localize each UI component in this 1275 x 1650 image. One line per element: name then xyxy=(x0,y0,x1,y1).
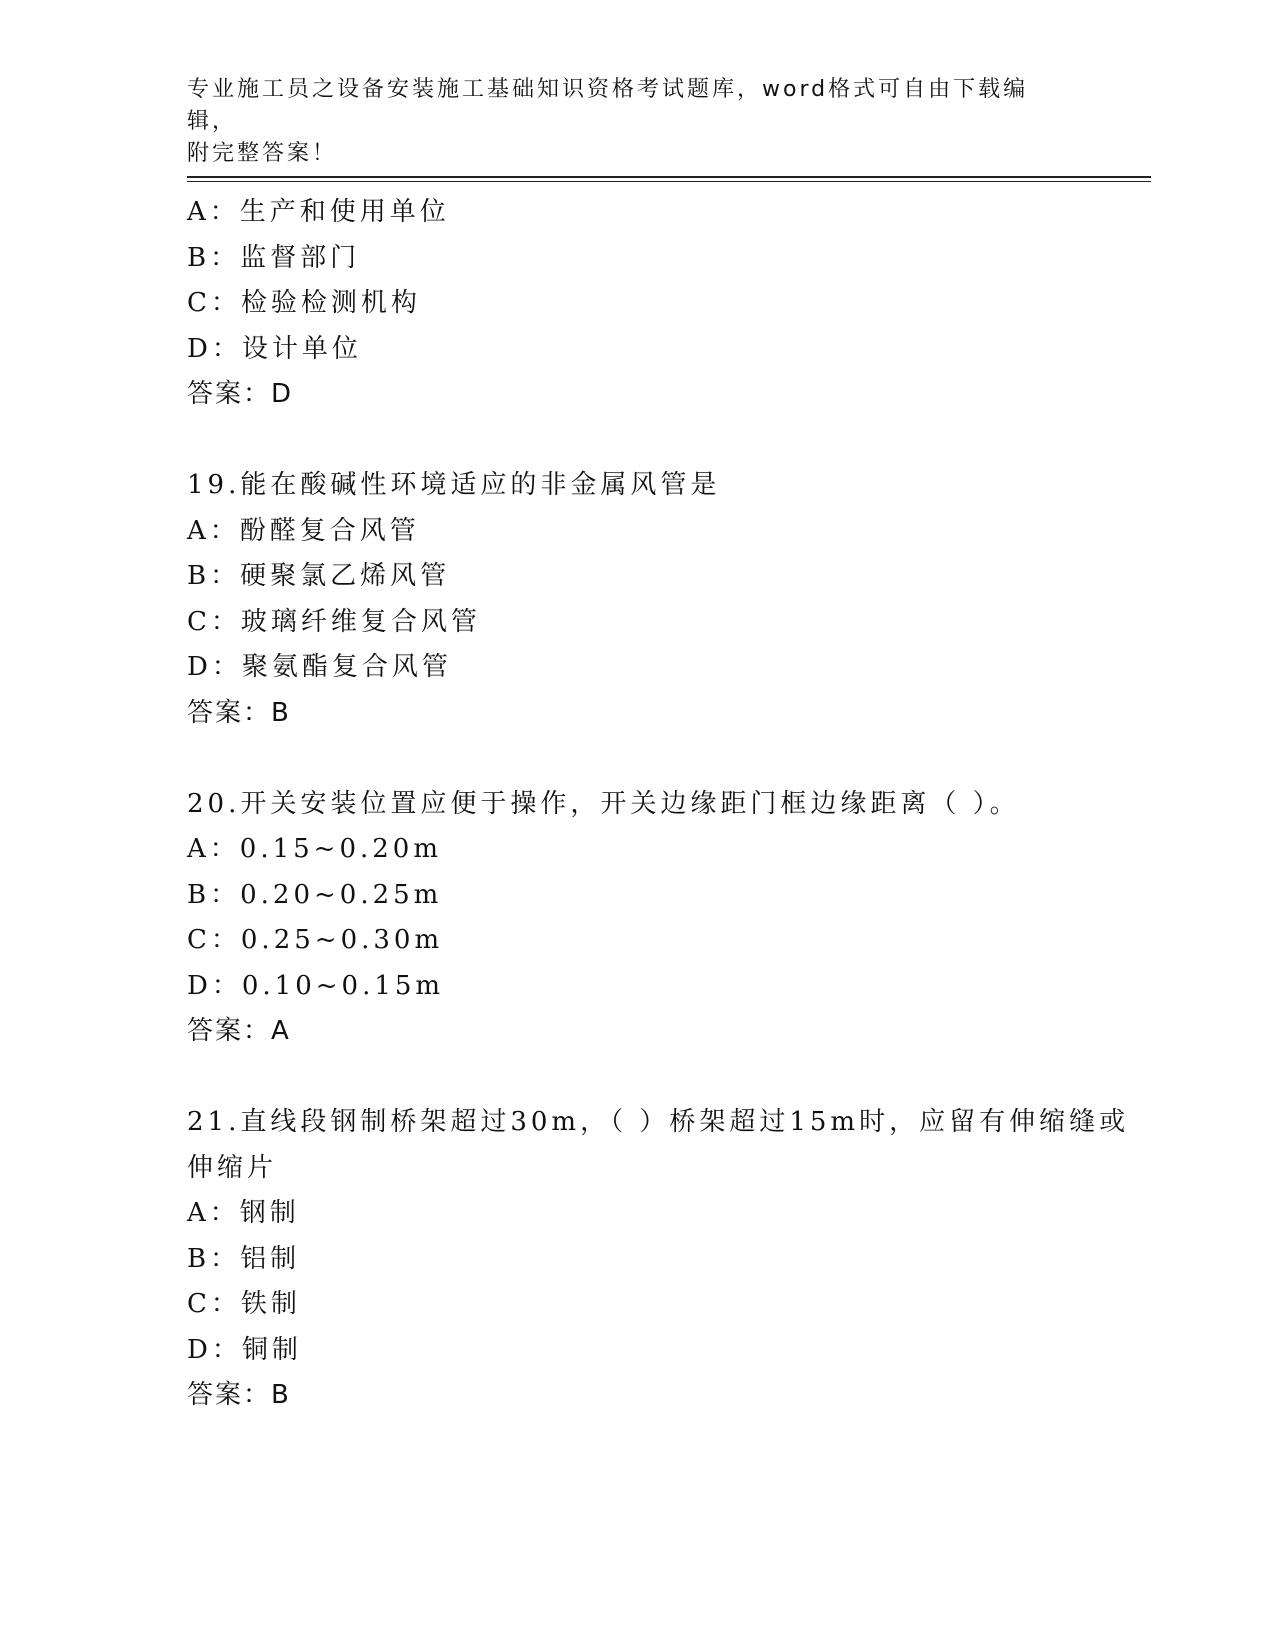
question-list xyxy=(187,190,1130,1419)
option-a: A：酚醛复合风管 xyxy=(187,515,420,546)
question-block-18 xyxy=(187,190,1087,418)
option-a: A：生产和使用单位 xyxy=(187,197,450,227)
answer-line: 答案：A xyxy=(187,1016,291,1046)
spacer xyxy=(187,736,1087,782)
question-stem: 20.开关安装位置应便于操作，开关边缘距门框边缘距离（ ）。 xyxy=(187,788,1020,819)
spacer xyxy=(187,1055,1087,1101)
header-line-2: 附完整答案！ xyxy=(187,141,338,166)
question-block-21 xyxy=(187,1100,1130,1419)
document-header xyxy=(187,74,1067,170)
answer-line: 答案：D xyxy=(187,379,294,409)
option-c: C：检验检测机构 xyxy=(187,288,421,318)
option-b: B：硬聚氯乙烯风管 xyxy=(187,561,451,591)
question-stem: 19.能在酸碱性环境适应的非金属风管是 xyxy=(187,470,721,500)
option-c: C：玻璃纤维复合风管 xyxy=(187,606,481,637)
question-stem-continued: 伸缩片 xyxy=(187,1152,278,1183)
option-b: B：0.20~0.25m xyxy=(187,879,443,910)
header-rule-thin xyxy=(187,181,1151,182)
option-d: D：聚氨酯复合风管 xyxy=(187,652,452,682)
option-c: C：铁制 xyxy=(187,1289,301,1319)
answer-line: 答案：B xyxy=(187,697,291,728)
option-d: D：设计单位 xyxy=(187,333,362,364)
question-block-20 xyxy=(187,782,1087,1055)
option-b: B：铝制 xyxy=(187,1243,301,1274)
option-c: C：0.25~0.30m xyxy=(187,925,444,955)
spacer xyxy=(187,418,1087,464)
question-stem: 21.直线段钢制桥架超过30m，（ ）桥架超过15m时，应留有伸缩缝或 xyxy=(187,1107,1130,1137)
option-d: D：铜制 xyxy=(187,1334,302,1365)
option-b: B：监督部门 xyxy=(187,242,361,273)
option-a: A：钢制 xyxy=(187,1198,300,1228)
option-a: A：0.15~0.20m xyxy=(187,834,442,864)
header-rule-thick xyxy=(187,176,1151,178)
question-block-19 xyxy=(187,463,1087,736)
answer-line: 答案：B xyxy=(187,1380,291,1410)
option-d: D：0.10~0.15m xyxy=(187,970,445,1001)
header-line-1: 专业施工员之设备安装施工基础知识资格考试题库，word格式可自由下载编辑， xyxy=(187,77,1029,134)
